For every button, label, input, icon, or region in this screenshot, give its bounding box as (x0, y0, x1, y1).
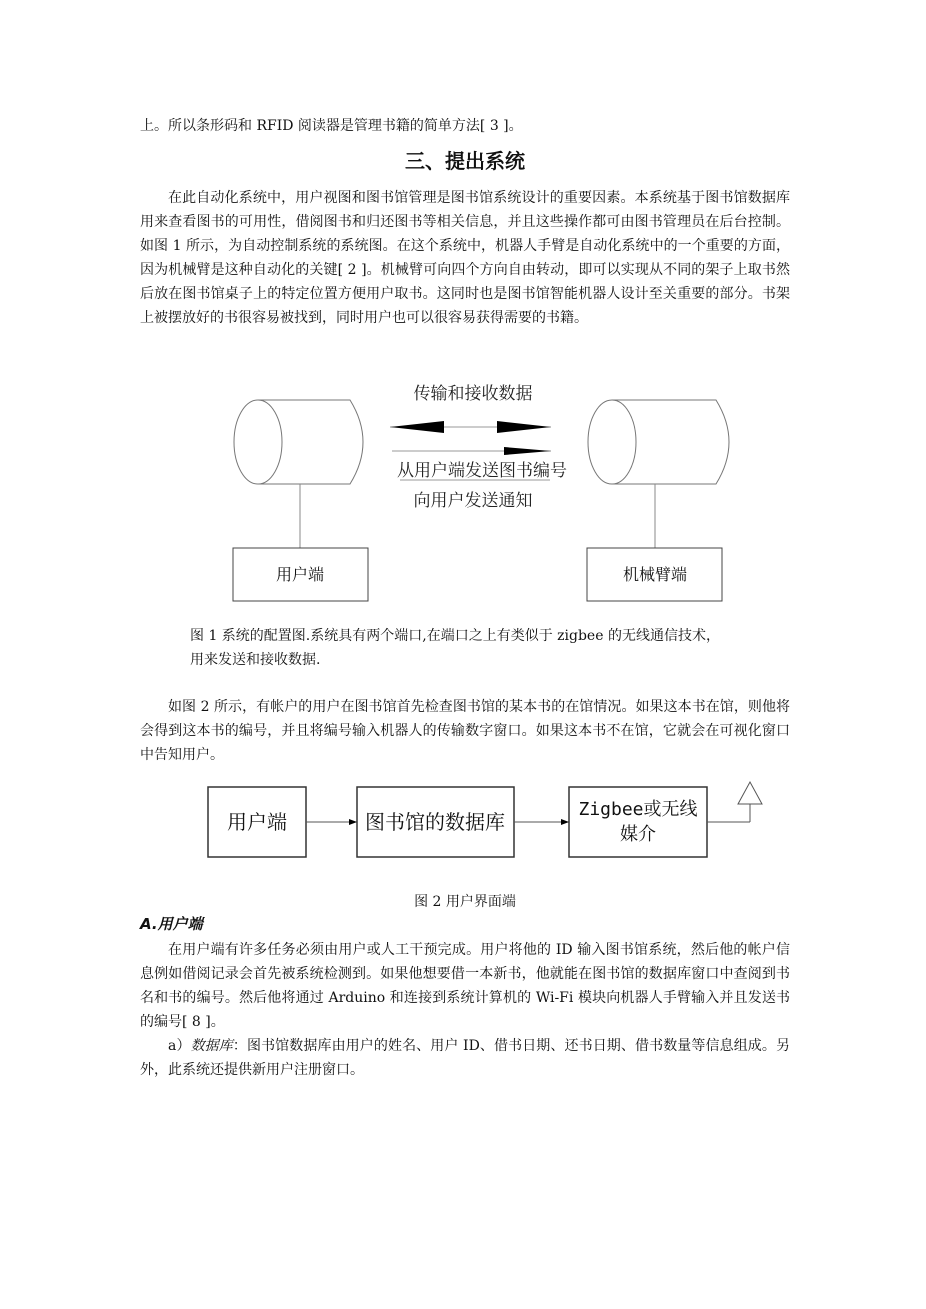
fig2-database-label: 图书馆的数据库 (365, 810, 505, 834)
user-end-label: 用户端 (275, 565, 325, 584)
arrow-top-label: 传输和接收数据 (413, 384, 533, 404)
database-text: ：图书馆数据库由用户的姓名、用户 ID、借书日期、还书日期、借书数量等信息组成。另外，此系统还提供新用户注册窗口。 (140, 1038, 791, 1078)
figure2-intro-paragraph: 如图 2 所示，有帐户的用户在图书馆首先检查图书馆的某本书的在馆情况。如果这本书在馆，则他将会得到这本书的编号，并且将编号输入机器人的传输数字窗口。如果这本书不在馆，它就会在可视化窗口中告知用户。 (140, 699, 790, 763)
database-paragraph (140, 1034, 790, 1082)
subsection-title: A.用户端 (140, 915, 203, 933)
arrow-bottom-label: 向用户发送通知 (413, 491, 533, 511)
send-arrow (392, 447, 551, 455)
figure1-caption-line2: 用来发送和接收数据. (190, 652, 321, 668)
fig2-arrow-1 (349, 819, 357, 825)
figure2-caption: 图 2 用户界面端 (414, 894, 516, 910)
arrow-mid-label: 从用户端发送图书编号 (397, 461, 567, 481)
right-cylinder-port (588, 400, 729, 484)
fig2-zigbee-label-line2: 媒介 (620, 824, 656, 845)
section-title: 三、提出系统 (405, 149, 525, 173)
fig2-zigbee-label-line1: Zigbee或无线 (578, 799, 698, 820)
robot-arm-end-label: 机械臂端 (622, 565, 688, 584)
bidirectional-arrow (390, 421, 551, 433)
figure1-caption-line1: 图 1 系统的配置图.系统具有两个端口,在端口之上有类似于 zigbee 的无线通信技术， (190, 628, 720, 644)
antenna-icon (707, 782, 762, 822)
fig2-arrow-2 (561, 819, 569, 825)
intro-tail-paragraph: 上。所以条形码和 RFID 阅读器是管理书籍的简单方法[ 3 ]。 (140, 118, 523, 134)
fig2-user-label: 用户端 (227, 810, 287, 834)
figure2-diagram (208, 782, 762, 857)
user-end-paragraph: 在用户端有许多任务必须由用户或人工干预完成。用户将他的 ID 输入图书馆系统，然后他的帐户信息例如借阅记录会首先被系统检测到。如果他想要借一本新书，他就能在图书馆的数据库窗口中查阅到书名和书的编号。然后他将通过 Arduino 和连接到系统计算机的 Wi-Fi 模块向机器人手臂输入并且发送书的编号[ 8 ]。 (140, 942, 790, 1030)
database-label: a） (168, 1038, 191, 1054)
left-cylinder-port (234, 400, 363, 484)
database-term: 数据库 (190, 1038, 233, 1054)
system-overview-paragraph: 在此自动化系统中，用户视图和图书馆管理是图书馆系统设计的重要因素。本系统基于图书馆数据库用来查看图书的可用性，借阅图书和归还图书等相关信息，并且这些操作都可由图书管理员在后台控制。如图 1 所示，为自动控制系统的系统图。在这个系统中，机器人手臂是自动化系统中的一个重要的方面，因为机械臂是这种自动化的关键[ 2 ]。机械臂可向四个方向自由转动，即可以实现从不同的架子上取书然后放在图书馆桌子上的特定位置方便用户取书。这同时也是图书馆智能机器人设计至关重要的部分。书架上被摆放好的书很容易被找到，同时用户也可以很容易获得需要的书籍。 (140, 190, 790, 326)
fig2-zigbee-box (569, 787, 707, 857)
